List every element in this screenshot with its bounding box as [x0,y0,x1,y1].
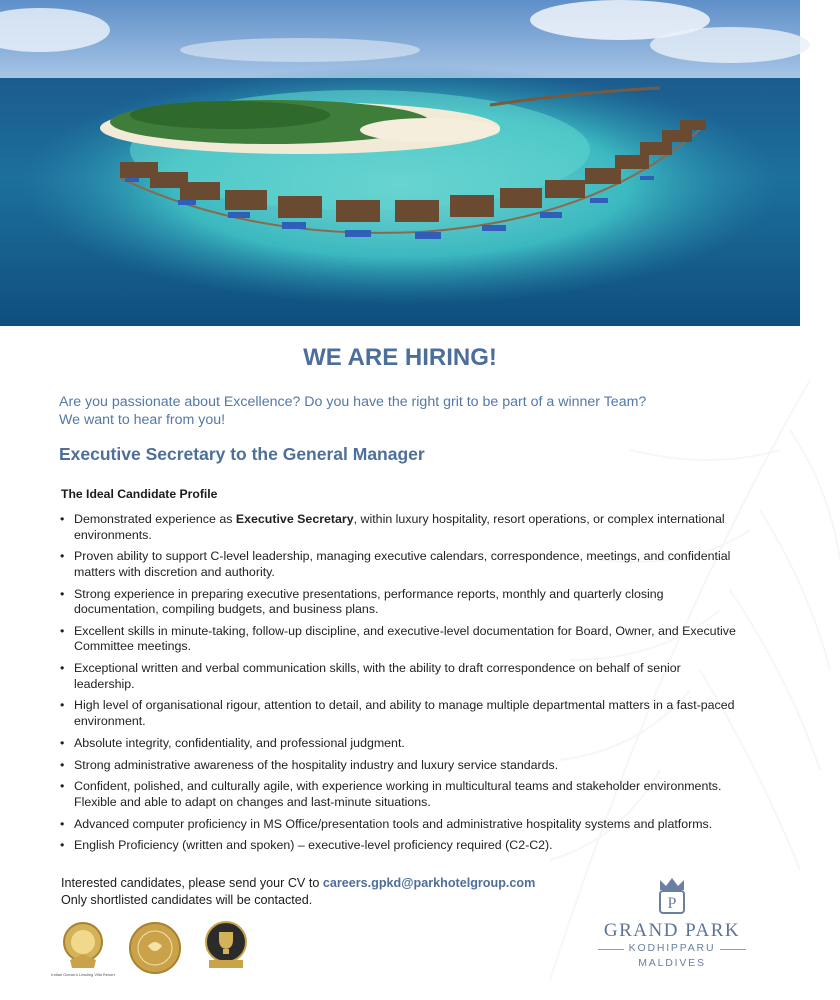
intro-line-2: We want to hear from you! [59,412,226,428]
requirement-item: • Absolute integrity, confidentiality, and professional judgment. [59,736,739,752]
requirement-item: • English Proficiency (written and spoken) – executive-level proficiency required (C2-C2). [59,838,739,854]
contact-line-2: Only shortlisted candidates will be contacted. [61,893,313,907]
email-link[interactable]: careers.gpkd@parkhotelgroup.com [322,876,536,890]
crest-icon [652,876,692,918]
award-badge-icon [51,920,115,980]
logo-location: KODHIPPARU [628,942,716,954]
logo-divider-right [720,949,746,950]
requirement-item: • Confident, polished, and culturally agile, with experience working in multicultural teams and stakeholder environments. Flexible and able to adapt on changes and last-minute situations. [59,779,739,810]
logo-country: MALDIVES [638,957,706,969]
svg-text:P: P [667,895,677,912]
trophy-badge-icon [203,920,249,972]
requirements-list [59,512,739,860]
position-title: Executive Secretary to the General Manager [59,444,425,464]
requirement-item: • Demonstrated experience as Executive Secretary, within luxury hospitality, resort operations, or complex international environments. [59,512,739,543]
award-badge-text: Indian Ocean's Leading Villa Resort [51,972,115,977]
resort-aerial-illustration [0,0,800,326]
grand-park-logo [592,876,752,972]
intro-text [59,393,646,429]
intro-line-1: Are you passionate about Excellence? Do you have the right grit to be part of a winner Team? [59,394,647,410]
profile-heading: The Ideal Candidate Profile [61,487,218,501]
requirement-item: • Proven ability to support C-level leadership, managing executive calendars, correspondence, meetings, and confidential matters with discretion and authority. [59,549,739,580]
page-title: WE ARE HIRING! [303,344,497,371]
contact-line-1: Interested candidates, please send your CV to careers.gpkd@parkhotelgroup.com [61,876,536,890]
green-globe-badge-icon [128,920,182,976]
requirement-item: • Strong administrative awareness of the hospitality industry and luxury service standards. [59,758,739,774]
requirement-item: • Exceptional written and verbal communication skills, with the ability to draft correspondence on behalf of senior leadership. [59,661,739,692]
contact-info [61,875,535,909]
logo-brand: GRAND PARK [603,920,741,941]
requirement-item: • High level of organisational rigour, attention to detail, and ability to manage multiple departmental matters in a fast-paced environment. [59,698,739,729]
requirement-item: • Advanced computer proficiency in MS Office/presentation tools and administrative hospitality systems and platforms. [59,817,739,833]
hero-resort-photo [0,0,800,326]
requirement-item: • Excellent skills in minute-taking, follow-up discipline, and executive-level documentation for Board, Owner, and Executive Committee meetings. [59,624,739,655]
requirement-item: • Strong experience in preparing executive presentations, performance reports, monthly and quarterly closing documentation, compiling budgets, and business plans. [59,587,739,618]
